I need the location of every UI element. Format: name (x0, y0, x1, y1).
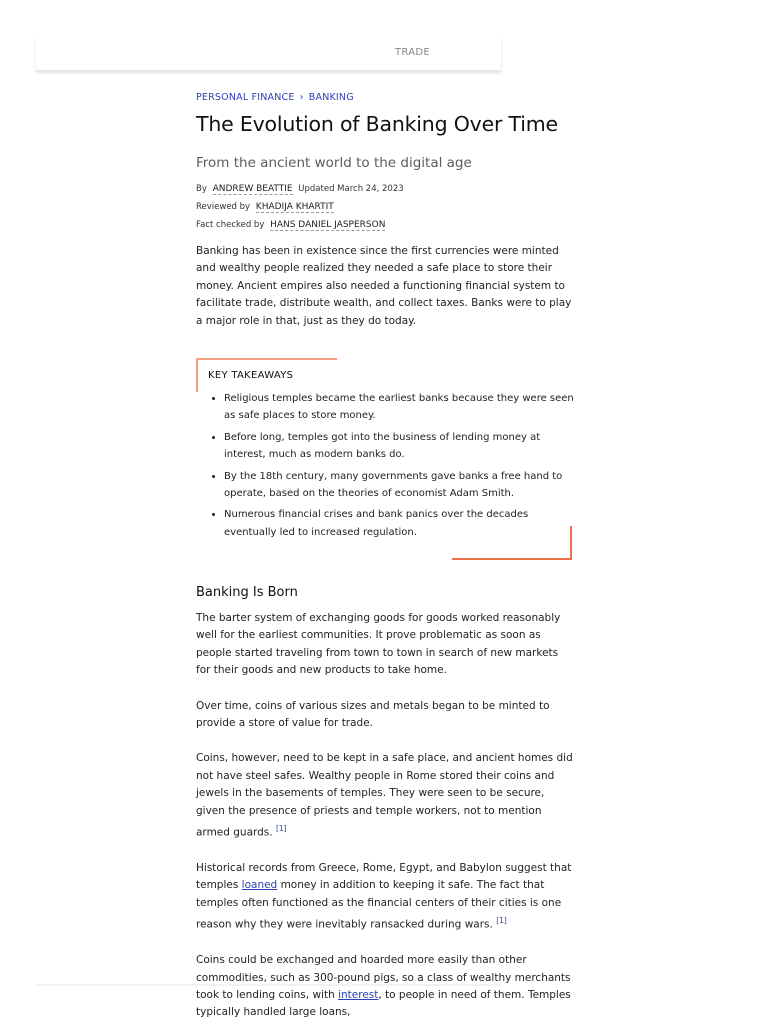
paragraph: Over time, coins of various sizes and metals began to be minted to provide a store of value for trade. (196, 699, 550, 730)
takeaway-item: • Numerous financial crises and bank panics over the decades eventually led to increased regulation. (224, 506, 574, 541)
takeaways-border-bottom (452, 558, 572, 560)
paragraph-text: , to people in need of them. Temples typically handled large loans, (196, 988, 571, 1019)
loaned-link[interactable]: loaned (241, 879, 278, 892)
interest-link[interactable]: interest (338, 988, 379, 1001)
paragraph-text: Coins, however, need to be kept in a safe place, and ancient homes did not have steel safes. Wealthy people in Rome stored their coins and jewels in the basements of temples. They were seen to be secure, given the presence of priests and temple workers, not to mention armed guards. (196, 752, 573, 839)
takeaway-item: • By the 18th century, many governments gave banks a free hand to operate, based on the theories of economist Adam Smith. (224, 468, 574, 503)
breadcrumb-personal-finance[interactable]: PERSONAL FINANCE (196, 92, 295, 103)
intro-paragraph: Banking has been in existence since the first currencies were minted and wealthy people realized they needed a safe place to store their money. Ancient empires also needed a functioning financial system to facilitate trade, distribute wealth, and collect taxes. Banks were to play a major role in that, just as they do today. (196, 245, 572, 327)
paragraph-text: Historical records from Greece, Rome, Egypt, and Babylon suggest that temples (196, 862, 572, 892)
takeaways-title: KEY TAKEAWAYS (208, 370, 294, 382)
citation-link[interactable]: [1] (496, 916, 507, 926)
reviewed-label: Reviewed by (196, 202, 251, 212)
paragraph-text: Coins could be exchanged and hoarded more easily than other commodities, such as 300-pound pigs, so a class of wealthy merchants took to lending coins, with (196, 954, 571, 1001)
takeaway-item: • Before long, temples got into the business of lending money at interest, much as modern banks do. (224, 429, 574, 464)
section-heading-banking-is-born: Banking Is Born (196, 585, 298, 601)
breadcrumb (196, 90, 574, 106)
citation-link[interactable]: [1] (275, 824, 287, 834)
key-takeaways-box (196, 358, 572, 560)
factchecker-link[interactable]: HANS DANIEL JASPERSON (270, 220, 386, 230)
bottom-bar (36, 984, 501, 986)
paragraph: The barter system of exchanging goods for goods worked reasonably well for the earliest communities. It prove problematic as soon as people started traveling from town to town in search of new markets for their goods and new products to take home. (196, 612, 561, 677)
article-subtitle: From the ancient world to the digital age (196, 155, 472, 171)
takeaways-list (208, 390, 574, 545)
article (196, 90, 574, 1022)
chevron-right-icon: › (299, 92, 304, 103)
factchecked-label: Fact checked by (196, 220, 265, 230)
article-title: The Evolution of Banking Over Time (196, 112, 558, 136)
takeaways-border-left (196, 358, 198, 392)
author-line (196, 180, 574, 198)
paragraph (196, 952, 574, 1022)
takeaways-border-top (196, 358, 337, 360)
updated-date: Updated March 24, 2023 (298, 184, 404, 194)
nav-link-trade[interactable]: TRADE (395, 47, 431, 58)
paragraph-text: money in addition to keeping it safe. The fact that temples often functioned as the financial centers of their cities is one reason why they were inevitably ransacked during wars. (196, 879, 562, 931)
takeaways-border-right (570, 526, 572, 560)
factchecker-line (196, 216, 574, 234)
reviewer-link[interactable]: KHADIJA KHARTIT (255, 202, 334, 212)
top-nav-bar (36, 36, 501, 71)
breadcrumb-banking[interactable]: BANKING (308, 92, 354, 103)
paragraph (196, 750, 574, 842)
author-link[interactable]: ANDREW BEATTIE (212, 184, 293, 194)
by-label: By (196, 184, 207, 194)
reviewer-line (196, 198, 574, 216)
byline-block (196, 180, 574, 234)
takeaway-item: • Religious temples became the earliest banks because they were seen as safe places to store money. (224, 390, 574, 425)
paragraph (196, 860, 574, 934)
